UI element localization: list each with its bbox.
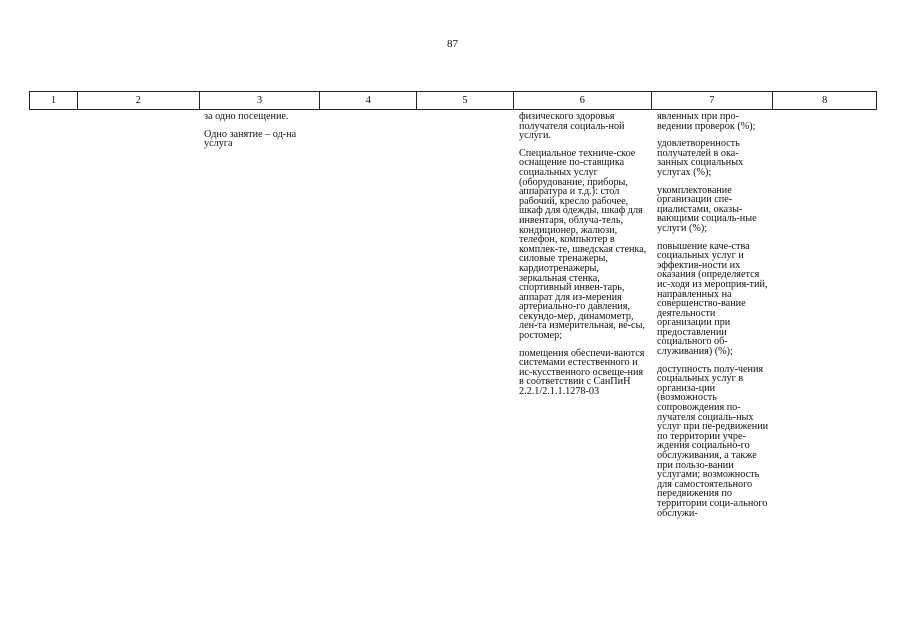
column-header-8: 8 [822, 95, 828, 106]
column-header-3: 3 [200, 92, 321, 109]
cell-col-5 [417, 110, 514, 526]
cell-text: укомплектование организации спе-циалистами, оказы-вающими социаль-ные услуги (%); [657, 184, 757, 234]
column-header-5: 5 [417, 92, 514, 109]
page-number: 87 [447, 38, 458, 50]
cell-text: повышение каче-ства социальных услуг и эффектив-ности их оказания (определяется ис-ходя из мероприя-тий, направленных на совершенство-вание деятельности организации при предоставлении социального об-служивания) (%); [657, 240, 768, 358]
column-header-6: 6 [514, 92, 652, 109]
cell-col-2 [77, 110, 199, 526]
table-header-row [29, 91, 877, 110]
cell-col-1 [29, 110, 77, 526]
cell-text: удовлетворенность получателей в ока-занных социальных услугах (%); [657, 138, 744, 178]
column-header-1: 1 [30, 92, 78, 109]
cell-text: за одно посещение. [204, 111, 289, 122]
cell-col-6 [514, 110, 652, 526]
cell-text: явленных при про-ведении проверок (%); [657, 111, 756, 132]
cell-col-8 [774, 110, 877, 526]
column-header-7: 7 [652, 92, 774, 109]
column-header-2: 2 [78, 92, 200, 109]
column-header-4: 4 [320, 92, 417, 109]
cell-col-7 [652, 110, 774, 526]
cell-text: Одно занятие – од-на услуга [204, 128, 297, 150]
table-body-row [29, 110, 877, 526]
cell-col-4 [320, 110, 417, 526]
cell-col-3 [199, 110, 320, 526]
cell-text: доступность полу-чения социальных услуг в организа-ции (возможность сопровождения по-лучателя социаль-ных услуг при пе-редвижении по территории учре-ждения социально-го обслуживания, а также при пользо-вании услугами; возможность для самостоятельного передвижения по территории соци-ального обслужи- [657, 363, 769, 519]
cell-text: Специальное техниче-ское оснащение по-ставщика социальных услуг (оборудование, приборы, аппаратура и т.д.): стол рабочий, кресло рабочее, шкаф для одежды, шкаф для инвентаря, облуча-тель, кондиционер, жалюзи, телефон, компьютер в комплек-те, шведская стенка, силовые тренажеры, кардиотренажеры, зеркальная стенка, спортивный инвен-тарь, аппарат для из-мерения артериально-го давления, секундо-мер, динамометр, лен-та измерительная, ве-сы, ростомер; [519, 147, 647, 342]
document-table [29, 91, 877, 526]
cell-text: физического здоровья получателя социаль-ной услуги. [519, 111, 625, 142]
cell-text: помещения обеспечи-ваются системами естественного и ис-кусственного освеще-ния в соответствии с СанПиН 2.2.1/2.1.1.1278-03 [519, 347, 645, 398]
